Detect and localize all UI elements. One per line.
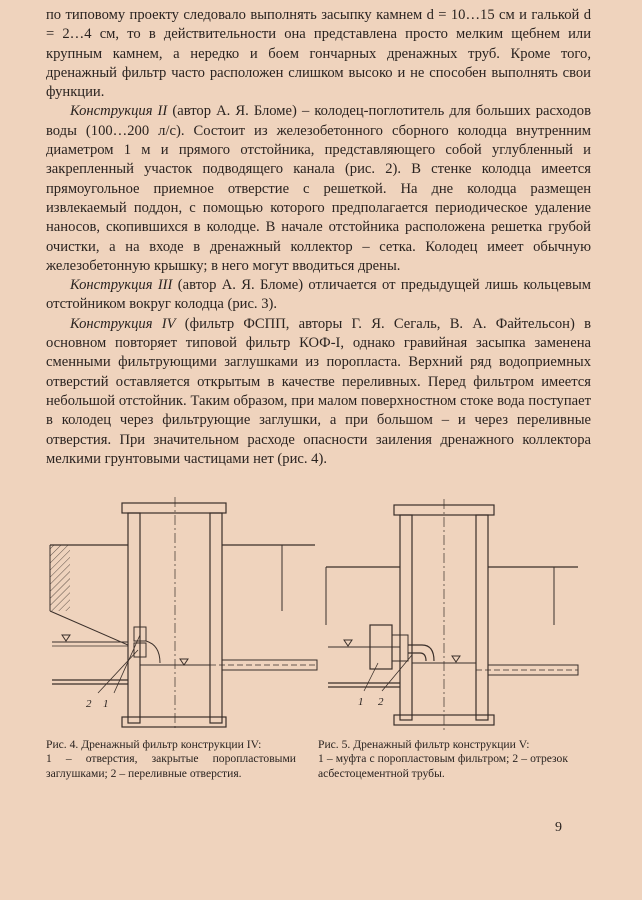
figure-5-caption-legend: 1 – муфта с поропластовым фильтром; 2 – отрезок асбестоцементной трубы.: [318, 752, 568, 780]
paragraph-text: (автор А. Я. Бломе) – колодец-поглотитель для больших расходов воды (100…200 л/с). Состоит из железобетонного сборного колодца внутренним диаметром 1 м и прямого отстойника, представляющего собой углубленный и закрепленный участок подводящего канала (рис. 2). В стенке колодца имеется прямоугольное приемное отверстие с решеткой. На дне колодца размещен извлекаемый поддон, с помощью которого предполагается периодическое удаление наносов, скопившихся в колодце. В начале отстойника расположена решетка грубой очистки, а на входе в дренажный коллектор – сетка. Колодец имеет обычную железобетонную крышку; в него могут вводиться дрены.: [46, 103, 591, 274]
drain-filter-iv-diagram: [40, 495, 322, 735]
drain-filter-v-diagram: [322, 495, 582, 735]
figure-5-caption: [318, 738, 568, 781]
figure-5-caption-title: Рис. 5. Дренажный фильтр конструкции V:: [318, 738, 530, 751]
figure-4-caption: [46, 738, 296, 781]
figure-4-drawing: [40, 495, 322, 735]
figure-4-caption-legend: 1 – отверстия, закрытые поропластовыми заглушками; 2 – переливные отверстия.: [46, 752, 296, 780]
paragraph-4: [46, 315, 591, 469]
figure-5-drawing: [322, 495, 582, 735]
paragraph-lead: Конструкция IV: [70, 315, 176, 332]
paragraph-text: (фильтр ФСПП, авторы Г. Я. Сегаль, В. А. Файтельсон) в основном повторяет типовой фильтр КОФ-I, однако гравийная засыпка заменена сменными фильтрующими заглушками из поропласта. Верхний ряд водоприемных отверстий оставляется открытым в качестве переливных. Перед фильтром имеется небольшой отстойник. Таким образом, при малом поверхностном стоке вода поступает в колодец через фильтрующие заглушки, а при большом – и через переливные отверстия. При значительном расходе опасности заиления дренажного коллектора мелкими грунтовыми частицами нет (рис. 4).: [46, 315, 591, 467]
page-number: 9: [555, 820, 562, 835]
paragraph-text: (автор А. Я. Бломе) отличается от предыдущей лишь кольцевым отстойником вокруг колодца (рис. 3).: [46, 277, 592, 313]
paragraph-1: [46, 6, 591, 102]
body-text: [46, 6, 591, 469]
figure-5-label-1: 1: [358, 696, 364, 708]
figure-4-caption-title: Рис. 4. Дренажный фильтр конструкции IV:: [46, 738, 262, 751]
figure-4-label-2: 2: [86, 698, 92, 710]
figure-4-label-1: 1: [103, 698, 109, 710]
figure-5-label-2: 2: [378, 696, 384, 708]
paragraph-lead: Конструкция II: [70, 103, 168, 120]
paragraph-3: [46, 276, 591, 315]
paragraph-lead: Конструкция III: [70, 277, 173, 294]
paragraph-text: по типовому проекту следовало выполнять засыпку камнем d = 10…15 см и галькой d = 2…4 см, то в действительности она представлена просто мелким щебнем или крупным камнем, а нередко и боем гончарных дренажных труб. Кроме того, дренажный фильтр часто расположен слишком высоко и не способен выполнять свои функции.: [46, 7, 591, 101]
paragraph-2: [46, 102, 591, 276]
